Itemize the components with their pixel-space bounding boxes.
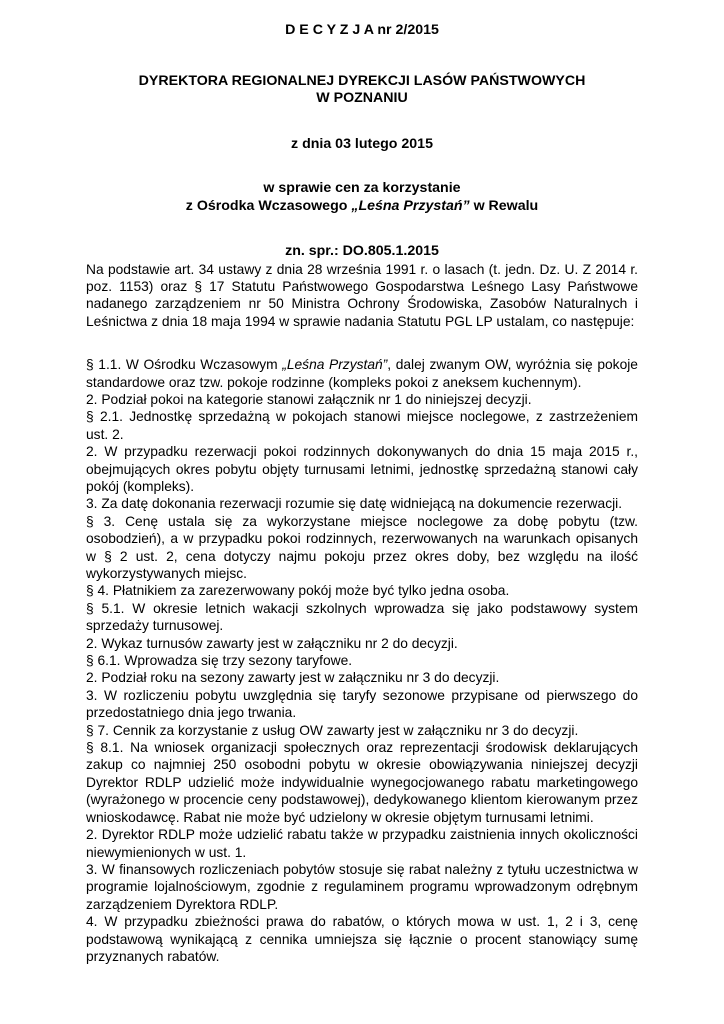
section-5-2: 2. Wykaz turnusów zawarty jest w załączniku nr 2 do decyzji. [86, 635, 458, 651]
section-1-2: 2. Podział pokoi na kategorie stanowi załącznik nr 1 do niniejszej decyzji. [86, 391, 532, 407]
subject-block [86, 180, 638, 215]
section-2-3: 3. Za datę dokonania rezerwacji rozumie się datę widniejącą na dokumencie rezerwacji. [86, 496, 623, 512]
section-6-2: 2. Podział roku na sezony zawarty jest w załączniku nr 3 do decyzji. [86, 670, 500, 686]
subject-prefix: z Ośrodka Wczasowego [185, 197, 352, 214]
section-8-3: 3. W finansowych rozliczeniach pobytów stosuje się rabat należny z tytułu uczestnictwa w programie lojalnościowym, zgodnie z regulaminem programu wprowadzonym odrębnym zarządzeniem Dyrektora RDLP. [86, 861, 638, 912]
section-1-1-facility: „Leśna Przystań” [282, 357, 388, 373]
section-1-1-prefix: § 1.1. W Ośrodku Wczasowym [86, 357, 283, 373]
subject-line-1: w sprawie cen za korzystanie [263, 180, 461, 196]
section-2-2: 2. W przypadku rezerwacji pokoi rodzinnych dokonywanych do dnia 15 maja 2015 r., obejmujących okres pobytu objęty turnusami letnimi, jednostkę sprzedażną stanowi cały pokój (kompleks). [86, 444, 638, 494]
reference-number: zn. spr.: DO.805.1.2015 [285, 243, 439, 259]
legal-basis-intro: Na podstawie art. 34 ustawy z dnia 28 września 1991 r. o lasach (t. jedn. Dz. U. Z 2014 r. poz. 1153) oraz § 17 Statutu Państwowego Gospodarstwa Leśnego Lasy Państwowe nadanego zarządzeniem nr 50 Ministra Ochrony Środowiska, Zasobów Naturalnych i Leśnictwa z dnia 18 maja 1994 w sprawie nadania Statutu PGL LP ustalam, co następuje: [86, 261, 638, 329]
section-3: § 3. Cenę ustala się za wykorzystane miejsce noclegowe za dobę pobytu (tzw. osobodzień), a w przypadku pokoi rodzinnych, rezerwowanych na warunkach opisanych w § 2 ust. 2, cena dotyczy najmu pokoju przez okres doby, bez względu na ilość wykorzystywanych miejsc. [86, 513, 638, 581]
section-5-1: § 5.1. W okresie letnich wakacji szkolnych wprowadza się jako podstawowy system sprzedaży turnusowej. [86, 600, 638, 634]
facility-name: „Leśna Przystań” [351, 197, 470, 214]
authority-block [86, 73, 638, 108]
decision-date: z dnia 03 lutego 2015 [291, 135, 433, 152]
decision-body [86, 356, 638, 965]
section-2-1: § 2.1. Jednostkę sprzedażną w pokojach stanowi miejsce noclegowe, z zastrzeżeniem ust. 2. [86, 409, 638, 442]
document-page [86, 22, 638, 965]
section-8-4: 4. W przypadku zbieżności prawa do rabatów, o których mowa w ust. 1, 2 i 3, cenę podstawową wynikającą z cennika umniejsza się łącznie o procent stanowiący sumę przyznanych rabatów. [86, 914, 638, 964]
section-1-1-suffix: , dalej zwanym OW, wyróżnia się pokoje standardowe oraz tzw. pokoje rodzinne (kompleks pokoi z aneksem kuchennym). [86, 357, 638, 390]
section-6-3: 3. W rozliczeniu pobytu uwzględnia się taryfy sezonowe przypisane od pierwszego do przedostatniego dnia jego trwania. [86, 687, 638, 721]
authority-line-1: DYREKTORA REGIONALNEJ DYREKCJI LASÓW PAŃSTWOWYCH [138, 72, 586, 89]
section-8-2: 2. Dyrektor RDLP może udzielić rabatu także w przypadku zaistnienia innych okoliczności niewymienionych w ust. 1. [86, 827, 638, 860]
authority-line-2: W POZNANIU [316, 90, 408, 106]
decision-title: D E C Y Z J A nr 2/2015 [285, 22, 439, 38]
subject-suffix: w Rewalu [469, 197, 539, 214]
section-4: § 4. Płatnikiem za zarezerwowany pokój może być tylko jedna osoba. [86, 583, 510, 599]
section-8-1: § 8.1. Na wniosek organizacji społecznych oraz reprezentacji środowisk deklarujących zakup co najmniej 250 osobodni pobytu w okresie obowiązywania niniejszej decyzji Dyrektor RDLP udzielić może indywidualnie wynegocjowanego rabatu marketingowego (wyrażonego w procencie ceny podstawowej), dedykowanego klientom kierowanym przez wnioskodawcę. Rabat nie może być udzielony w okresie objętym turnusami letnimi. [86, 740, 638, 825]
section-1-1 [86, 356, 638, 391]
subject-line-2 [86, 198, 638, 216]
section-7: § 7. Cennik za korzystanie z usług OW zawarty jest w załączniku nr 3 do decyzji. [86, 722, 579, 738]
section-6-1: § 6.1. Wprowadza się trzy sezony taryfowe. [86, 653, 353, 669]
